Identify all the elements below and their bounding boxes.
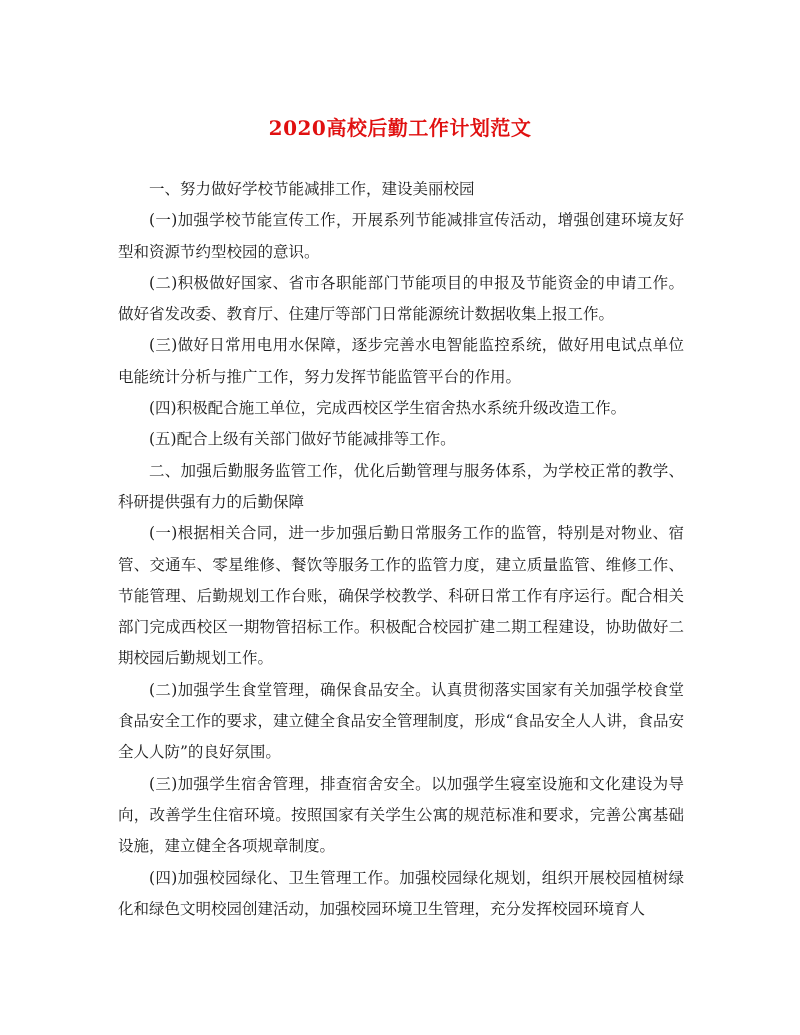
paragraph-section-1-heading: 一、努力做好学校节能减排工作，建设美丽校园 <box>149 180 475 198</box>
document-title: 2020高校后勤工作计划范文 <box>268 116 532 140</box>
paragraph-1-1: (一)加强学校节能宣传工作，开展系列节能减排宣传活动，增强创建环境友好型和资源节约型校园的意识。 <box>118 211 684 261</box>
paragraph-1-3: (三)做好日常用电用水保障，逐步完善水电智能监控系统，做好用电试点单位电能统计分析与推广工作，努力发挥节能监管平台的作用。 <box>118 336 684 386</box>
paragraph-1-5: (五)配合上级有关部门做好节能减排等工作。 <box>149 430 456 449</box>
paragraph-1-2: (二)积极做好国家、省市各职能部门节能项目的申报及节能资金的申请工作。做好省发改委、教育厅、住建厅等部门日常能源统计数据收集上报工作。 <box>118 273 684 324</box>
paragraph-1-4: (四)积极配合施工单位，完成西校区学生宿舍热水系统升级改造工作。 <box>149 399 627 418</box>
document-body <box>118 174 684 925</box>
paragraph-2-1: (一)根据相关合同，进一步加强后勤日常服务工作的监管，特别是对物业、宿管、交通车、零星维修、餐饮等服务工作的监管力度，建立质量监管、维修工作、节能管理、后勤规划工作台账，确保学校教学、科研日常工作有序运行。配合相关部门完成西校区一期物管招标工作。积极配合校园扩建二期工程建设，协助做好二期校园后勤规划工作。 <box>118 524 684 668</box>
paragraph-2-3: (三)加强学生宿舍管理，排查宿舍安全。以加强学生寝室设施和文化建设为导向，改善学生住宿环境。按照国家有关学生公寓的规范标准和要求，完善公寓基础设施，建立健全各项规章制度。 <box>118 774 684 856</box>
paragraph-2-4: (四)加强校园绿化、卫生管理工作。加强校园绿化规划，组织开展校园植树绿化和绿色文明校园创建活动，加强校园环境卫生管理，充分发挥校园环境育人 <box>118 868 684 918</box>
paragraph-2-2: (二)加强学生食堂管理，确保食品安全。认真贯彻落实国家有关加强学校食堂食品安全工作的要求，建立健全食品安全管理制度，形成“食品安全人人讲，食品安全人人防”的良好氛围。 <box>118 680 684 762</box>
paragraph-section-2-heading: 二、加强后勤服务监管工作，优化后勤管理与服务体系，为学校正常的教学、科研提供强有力的后勤保障 <box>118 461 684 511</box>
